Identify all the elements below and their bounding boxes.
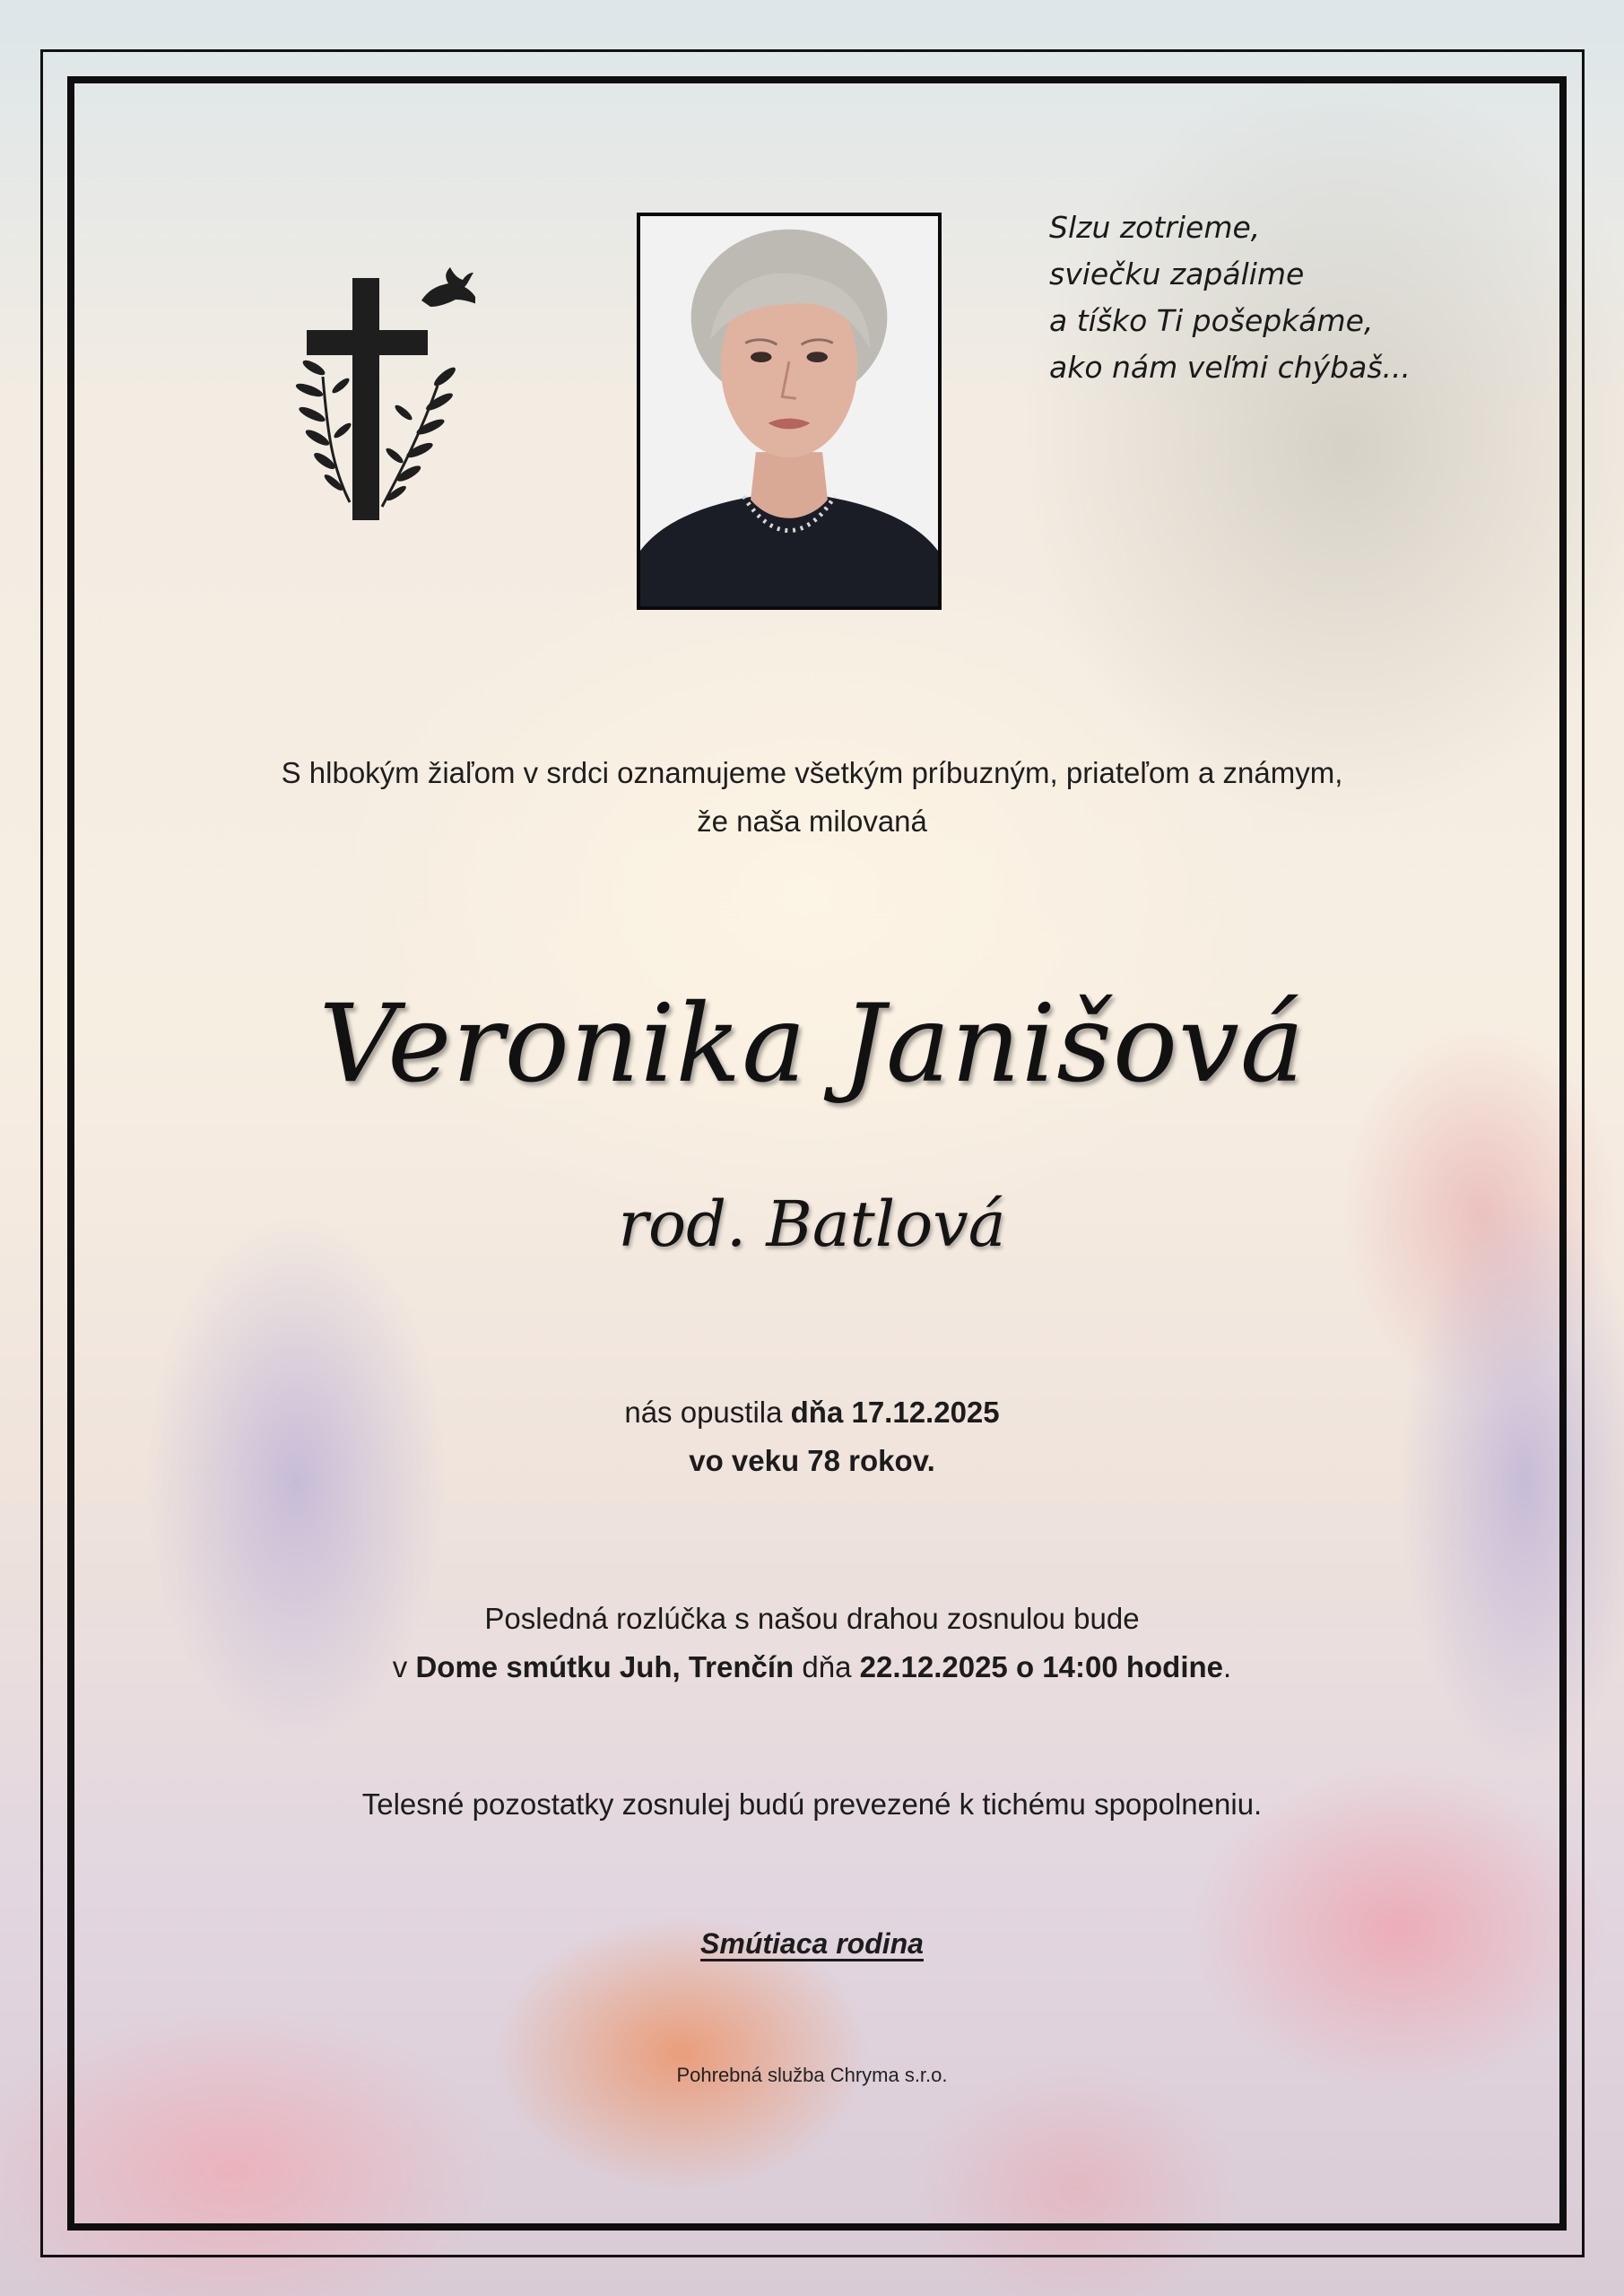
- deceased-portrait: [637, 213, 942, 610]
- death-date-line: [0, 1388, 1624, 1437]
- farewell-place: Dome smútku Juh, Trenčín: [415, 1650, 795, 1683]
- deceased-name: Veronika Janišová: [318, 982, 1306, 1107]
- poem-line: ako nám veľmi chýbaš...: [1049, 350, 1411, 385]
- age-line: [0, 1437, 1624, 1485]
- farewell-details-line: [0, 1643, 1624, 1692]
- announcement-intro: [0, 749, 1624, 846]
- poem-line: a tíško Ti pošepkáme,: [1049, 303, 1374, 338]
- signature: [0, 1919, 1624, 1968]
- poem-line: sviečku zapálime: [1049, 257, 1305, 291]
- farewell-mid: dňa: [794, 1650, 860, 1683]
- poem-line: Slzu zotrieme,: [1049, 210, 1261, 245]
- death-prefix: nás opustila: [624, 1396, 791, 1429]
- intro-line: že naša milovaná: [697, 804, 927, 838]
- memorial-poem: [1049, 204, 1498, 391]
- farewell-prefix: v: [392, 1650, 416, 1683]
- farewell-suffix: .: [1223, 1650, 1232, 1683]
- funeral-service: Pohrebná služba Chryma s.r.o.: [676, 2064, 948, 2086]
- death-date: dňa 17.12.2025: [790, 1396, 1000, 1429]
- signature-text: Smútiaca rodina: [700, 1927, 924, 1960]
- remains-notice: Telesné pozostatky zosnulej budú prevezené k tichému spopolneniu.: [361, 1787, 1263, 1821]
- intro-line: S hlbokým žiaľom v srdci oznamujeme všetkým príbuzným, priateľom a známym,: [281, 756, 1343, 789]
- farewell-info: [0, 1595, 1624, 1692]
- cross-with-dove-icon: [287, 251, 475, 529]
- maiden-name: rod. Batlová: [618, 1187, 1006, 1261]
- age: vo veku 78 rokov.: [689, 1444, 935, 1477]
- death-info: [0, 1388, 1624, 1485]
- farewell-datetime: 22.12.2025 o 14:00 hodine: [859, 1650, 1224, 1683]
- farewell-line: Posledná rozlúčka s našou drahou zosnulou bude: [484, 1602, 1140, 1635]
